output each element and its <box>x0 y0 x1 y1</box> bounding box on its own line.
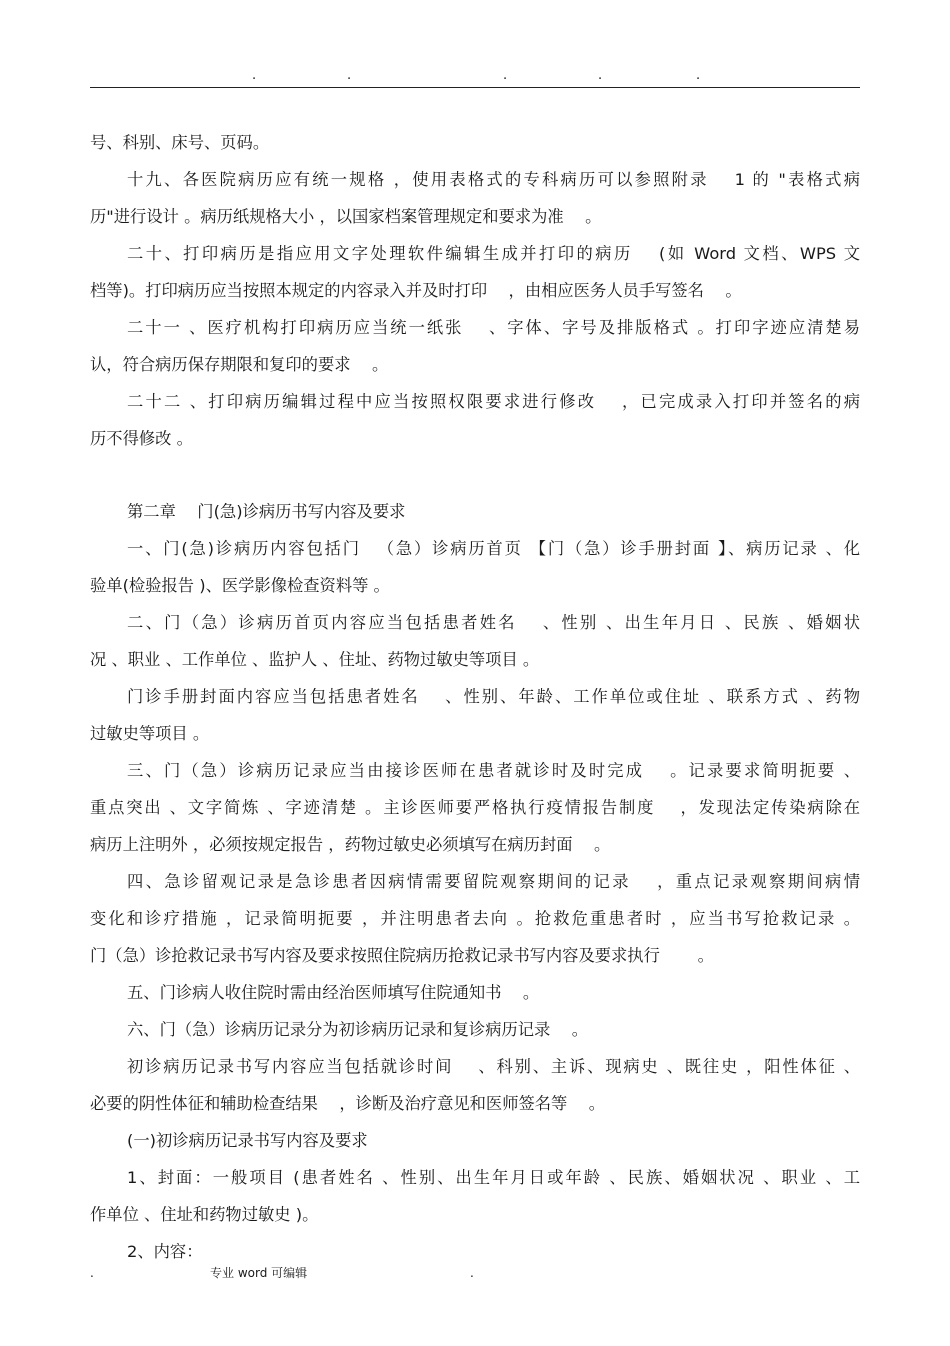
paragraph-line: 三、门（急）诊病历记录应当由接诊医师在患者就诊时及时完成 。记录要求简明扼要 、 <box>127 761 860 780</box>
footer-dot: . <box>470 1266 474 1280</box>
header-rule <box>90 87 860 88</box>
paragraph-line: 二十二 、打印病历编辑过程中应当按照权限要求进行修改 ，已完成录入打印并签名的病 <box>127 392 860 411</box>
header-dot: . <box>598 68 603 83</box>
paragraph-line: 初诊病历记录书写内容应当包括就诊时间 、科别、主诉、现病史 、既往史 ，阳性体征 、 <box>127 1057 860 1076</box>
header-dot: . <box>347 68 352 83</box>
footer-dot: . <box>90 1266 94 1280</box>
paragraph-line: 六、门（急）诊病历记录分为初诊病历记录和复诊病历记录 。 <box>127 1020 589 1039</box>
document-body <box>90 124 860 1270</box>
paragraph-line: 2、内容： <box>127 1242 203 1261</box>
paragraph-line: 过敏史等项目 。 <box>90 724 210 743</box>
chapter-heading: 第二章 门(急)诊病历书写内容及要求 <box>127 502 406 521</box>
paragraph-line: 病历上注明外 ，必须按规定报告 ，药物过敏史必须填写在病历封面 。 <box>90 835 611 854</box>
paragraph-line: 号、科别、床号、页码。 <box>90 133 270 152</box>
paragraph-line: 二十、打印病历是指应用文字处理软件编辑生成并打印的病历 (如 Word 文档、WPS 文 <box>127 244 860 263</box>
paragraph-line: 重点突出 、文字简炼 、字迹清楚 。主诊医师要严格执行疫情报告制度 ，发现法定传染病除在 <box>90 798 860 817</box>
paragraph-line: 作单位 、住址和药物过敏史 )。 <box>90 1205 319 1224</box>
paragraph-line: 四、急诊留观记录是急诊患者因病情需要留院观察期间的记录 ，重点记录观察期间病情 <box>127 872 860 891</box>
paragraph-line: 认，符合病历保存期限和复印的要求 。 <box>90 355 389 374</box>
paragraph-line: 二十一 、医疗机构打印病历应当统一纸张 、字体、字号及排版格式 。打印字迹应清楚易 <box>127 318 860 337</box>
paragraph-gap <box>90 457 860 493</box>
header-dots <box>90 68 860 84</box>
paragraph-line: 五、门诊病人收住院时需由经治医师填写住院通知书 。 <box>127 983 540 1002</box>
section-heading: (一)初诊病历记录书写内容及要求 <box>127 1131 368 1150</box>
paragraph-line: 二、门（急）诊病历首页内容应当包括患者姓名 、性别 、出生年月日 、民族 、婚姻状 <box>127 613 860 632</box>
paragraph-line: 况 、职业 、工作单位 、监护人 、住址、药物过敏史等项目 。 <box>90 650 540 669</box>
page-footer <box>90 1264 860 1282</box>
paragraph-line: 验单(检验报告 )、医学影像检查资料等 。 <box>90 576 390 595</box>
paragraph-line: 必要的阴性体征和辅助检查结果 ，诊断及治疗意见和医师签名等 。 <box>90 1094 606 1113</box>
paragraph-line: 历不得修改 。 <box>90 429 193 448</box>
paragraph-line: 变化和诊疗措施 ，记录简明扼要 ，并注明患者去向 。抢救危重患者时 ，应当书写抢救记录 。 <box>90 909 860 928</box>
header-dot: . <box>252 68 257 83</box>
paragraph-line: 档等)。打印病历应当按照本规定的内容录入并及时打印 ，由相应医务人员手写签名 。 <box>90 281 742 300</box>
header-dot: . <box>696 68 701 83</box>
paragraph-line: 历"进行设计 。病历纸规格大小 ，以国家档案管理规定和要求为准 。 <box>90 207 602 226</box>
footer-label: 专业 word 可编辑 <box>210 1266 308 1280</box>
paragraph-line: 门（急）诊抢救记录书写内容及要求按照住院病历抢救记录书写内容及要求执行 。 <box>90 946 714 965</box>
paragraph-line: 一、门(急)诊病历内容包括门 （急）诊病历首页 【门（急）诊手册封面 】、病历记录 、化 <box>127 539 860 558</box>
paragraph-line: 十九、各医院病历应有统一规格 ，使用表格式的专科病历可以参照附录 1 的 "表格式病 <box>127 170 860 189</box>
paragraph-line: 1、封面：一般项目 (患者姓名 、性别、出生年月日或年龄 、民族、婚姻状况 、职业 、工 <box>127 1168 860 1187</box>
header-dot: . <box>503 68 508 83</box>
paragraph-line: 门诊手册封面内容应当包括患者姓名 、性别、年龄、工作单位或住址 、联系方式 、药物 <box>127 687 860 706</box>
